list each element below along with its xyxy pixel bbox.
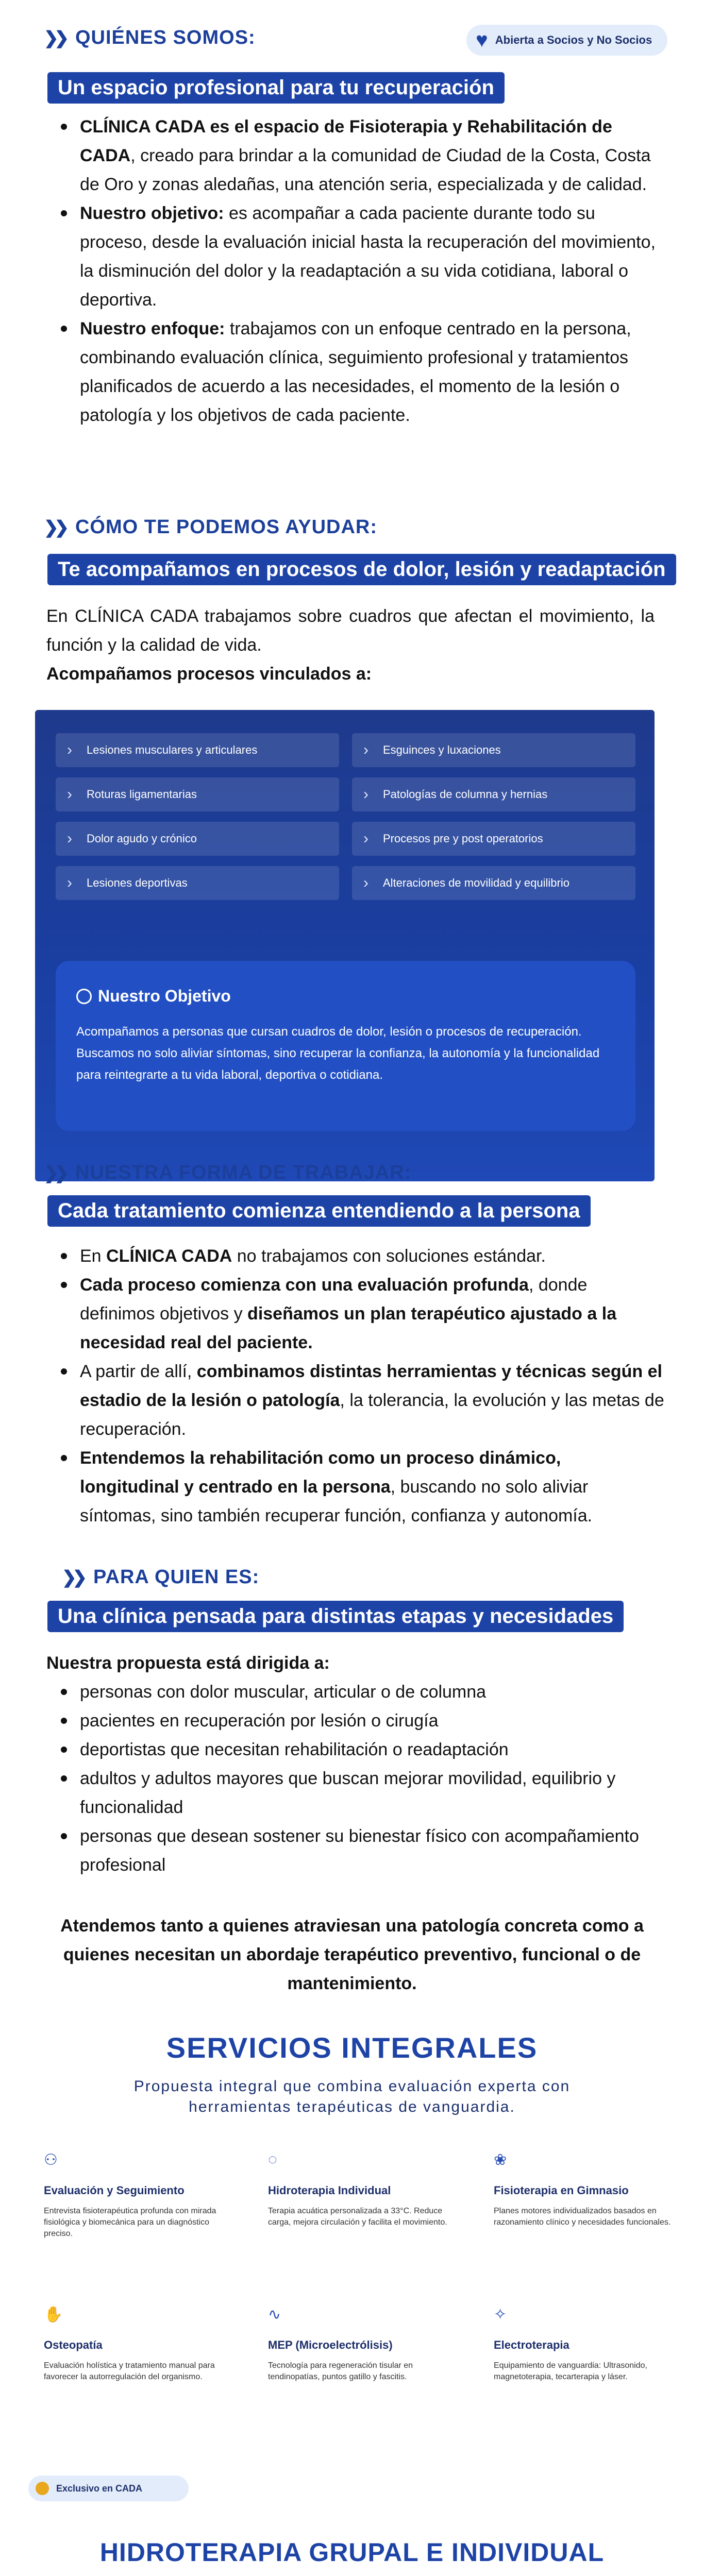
ayudar-intro: En CLÍNICA CADA trabajamos sobre cuadros que afectan el movimiento, la función y la calidad de vida.: [46, 606, 655, 655]
ayudar-heading-text: CÓMO TE PODEMOS AYUDAR:: [75, 516, 377, 538]
servicio-desc: Entrevista fisioterapéutica profunda con mirada fisiológica y biomecánica para un diagnóstico preciso.: [44, 2207, 216, 2238]
servicio-desc: Planes motores individualizados basados en razonamiento clínico y necesidades funcionales.: [494, 2207, 671, 2227]
servicio-desc: Evaluación holística y tratamiento manual para favorecer la autorregulación del organismo.: [44, 2361, 215, 2381]
servicio-card: [494, 2151, 690, 2228]
quienes-list: [57, 112, 665, 430]
socios-pill-label: Abierta a Socios y No Socios: [495, 33, 652, 46]
proceso-item: › Lesiones musculares y articulares: [56, 733, 339, 767]
forma-heading-text: NUESTRA FORMA DE TRABAJAR:: [75, 1162, 412, 1183]
objetivo-card: [56, 961, 635, 1131]
forma-heading: [44, 1162, 411, 1184]
ayudar-heading: [44, 516, 377, 538]
servicio-title: Osteopatía: [44, 2338, 103, 2351]
quienes-heading: [44, 27, 256, 49]
socios-pill-top[interactable]: [466, 25, 667, 56]
procesos-panel: [35, 710, 655, 1181]
servicios-subtitle: Propuesta integral que combina evaluación experta con herramientas terapéuticas de vanguardia.: [133, 2078, 571, 2115]
proceso-item: › Patologías de columna y hernias: [352, 777, 635, 811]
servicio-card: [268, 2151, 464, 2228]
proceso-item: › Roturas ligamentarias: [56, 777, 339, 811]
para-item: adultos y adultos mayores que buscan mejorar movilidad, equilibrio y funcionalidad: [57, 1764, 665, 1822]
water-icon: ◌: [268, 2151, 277, 2168]
servicio-desc: Tecnología para regeneración tisular en tendinopatías, puntos gatillo y fascitis.: [268, 2361, 413, 2381]
proceso-item: › Esguinces y luxaciones: [352, 733, 635, 767]
quienes-banner: Un espacio profesional para tu recuperación: [47, 72, 505, 104]
forma-item: Entendemos la rehabilitación como un proceso dinámico, longitudinal y centrado en la persona, buscando no solo aliviar síntomas, sino también recuperar función, confianza y autonomía.: [57, 1444, 665, 1530]
servicio-title: Hidroterapia Individual: [268, 2184, 391, 2197]
chevron-icon: ❯❯: [62, 1567, 83, 1587]
gym-icon: ❀: [494, 2151, 507, 2168]
para-item: personas con dolor muscular, articular o de columna: [57, 1677, 665, 1706]
ayudar-subtitle: Acompañamos procesos vinculados a:: [46, 664, 372, 684]
para-list: [57, 1677, 665, 1879]
heart-icon: ♥: [476, 29, 488, 52]
servicio-title: Fisioterapia en Gimnasio: [494, 2184, 629, 2197]
forma-item: Cada proceso comienza con una evaluación profunda, donde definimos objetivos y diseñamos un plan terapéutico ajustado a la necesidad real del paciente.: [57, 1270, 665, 1357]
para-closing: Atendemos tanto a quienes atraviesan una patología concreta como a quienes necesitan un abordaje terapéutico preventivo, funcional o de mantenimiento.: [60, 1916, 644, 1993]
pulse-icon: ∿: [268, 2306, 281, 2323]
servicio-title: Electroterapia: [494, 2338, 569, 2351]
grupal-title: HIDROTERAPIA GRUPAL E INDIVIDUAL: [99, 2538, 605, 2567]
forma-banner: Cada tratamiento comienza entendiendo a la persona: [47, 1195, 591, 1227]
evaluation-icon: ⚇: [44, 2151, 58, 2168]
para-subtitle: Nuestra propuesta está dirigida a:: [46, 1653, 330, 1673]
ayudar-banner: Te acompañamos en procesos de dolor, lesión y readaptación: [47, 554, 676, 585]
sparkle-icon: ✧: [494, 2306, 507, 2323]
para-heading-text: PARA QUIEN ES:: [93, 1566, 260, 1588]
para-item: pacientes en recuperación por lesión o cirugía: [57, 1706, 665, 1735]
servicio-card: [44, 2151, 240, 2240]
quienes-item: Nuestro enfoque: trabajamos con un enfoque centrado en la persona, combinando evaluación clínica, seguimiento profesional y tratamientos planificados de acuerdo a las necesidades, el momento de la lesión o patología y los objetivos de cada paciente.: [57, 314, 665, 430]
servicio-desc: Terapia acuática personalizada a 33°C. Reduce carga, mejora circulación y facilita el movimiento.: [268, 2207, 447, 2227]
proceso-item: › Alteraciones de movilidad y equilibrio: [352, 866, 635, 900]
servicio-desc: Equipamiento de vanguardia: Ultrasonido, magnetoterapia, tecarterapia y láser.: [494, 2361, 647, 2381]
star-icon: [36, 2482, 49, 2495]
quienes-item: Nuestro objetivo: es acompañar a cada paciente durante todo su proceso, desde la evaluación inicial hasta la recuperación del movimiento, la disminución del dolor y la readaptación a su vida cotidiana, laboral o deportiva.: [57, 199, 665, 314]
forma-item: En CLÍNICA CADA no trabajamos con soluciones estándar.: [57, 1242, 665, 1270]
para-item: personas que desean sostener su bienestar físico con acompañamiento profesional: [57, 1822, 665, 1879]
proceso-item: › Procesos pre y post operatorios: [352, 822, 635, 856]
servicio-title: MEP (Microelectrólisis): [268, 2338, 393, 2351]
servicio-title: Evaluación y Seguimiento: [44, 2184, 185, 2197]
chevron-icon: ❯❯: [44, 517, 65, 537]
servicio-card: [494, 2306, 690, 2383]
hand-icon: ✋: [44, 2306, 63, 2323]
quienes-item: CLÍNICA CADA es el espacio de Fisioterapia y Rehabilitación de CADA, creado para brindar a la comunidad de Ciudad de la Costa, Costa de Oro y zonas aledañas, una atención seria, especializada y de calidad.: [57, 112, 665, 199]
para-heading: [62, 1566, 259, 1588]
target-icon: [76, 989, 92, 1004]
chevron-icon: ❯❯: [44, 28, 65, 48]
chevron-icon: ❯❯: [44, 1163, 65, 1183]
forma-list: [57, 1242, 665, 1530]
servicio-card: [268, 2306, 464, 2383]
forma-item: A partir de allí, combinamos distintas herramientas y técnicas según el estadio de la lesión o patología, la tolerancia, la evolución y las metas de recuperación.: [57, 1357, 665, 1444]
servicio-card: [44, 2306, 240, 2383]
exclusivo-pill: [28, 2476, 189, 2501]
proceso-item: › Dolor agudo y crónico: [56, 822, 339, 856]
servicios-title: SERVICIOS INTEGRALES: [166, 2031, 538, 2064]
quienes-heading-text: QUIÉNES SOMOS:: [75, 27, 256, 48]
para-item: deportistas que necesitan rehabilitación o readaptación: [57, 1735, 665, 1764]
proceso-item: › Lesiones deportivas: [56, 866, 339, 900]
exclusivo-pill-label: Exclusivo en CADA: [56, 2483, 143, 2494]
para-banner: Una clínica pensada para distintas etapas y necesidades: [47, 1601, 624, 1632]
objetivo-text: Acompañamos a personas que cursan cuadros de dolor, lesión o procesos de recuperación. Buscamos no solo aliviar síntomas, sino recuperar la confianza, la autonomía y la funcionalidad para reintegrarte a tu vida laboral, deportiva o cotidiana.: [76, 1025, 600, 1082]
objetivo-title: [76, 987, 615, 1006]
objetivo-title-text: Nuestro Objetivo: [98, 987, 231, 1005]
